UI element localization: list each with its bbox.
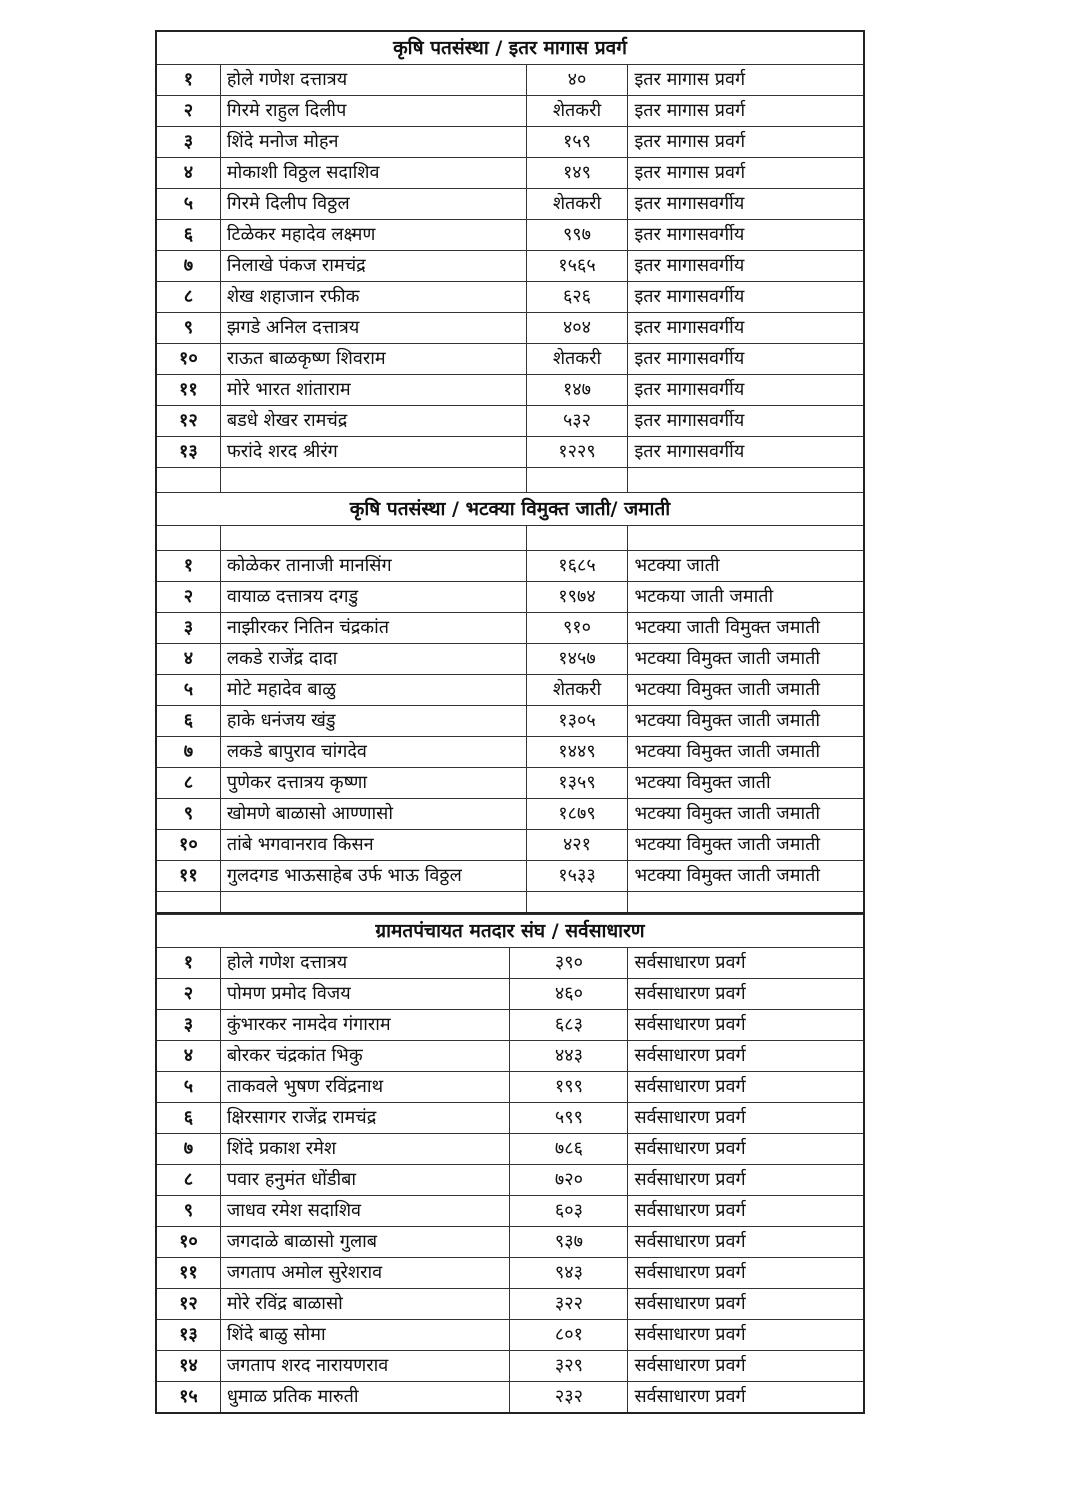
serial-number: ३ <box>156 1010 220 1041</box>
candidate-list-sheet <box>155 30 865 1414</box>
candidate-category: भटक्या विमुक्त जाती जमाती <box>628 861 864 892</box>
candidate-category: भटक्या विमुक्त जाती जमाती <box>628 675 864 706</box>
candidate-category: इतर मागास प्रवर्ग <box>628 65 864 96</box>
candidate-category: इतर मागासवर्गीय <box>628 282 864 313</box>
table-row <box>156 706 864 737</box>
table-row <box>156 799 864 830</box>
candidate-table <box>155 30 865 914</box>
candidate-name: होले गणेश दत्तात्रय <box>220 65 526 96</box>
table-row <box>156 979 864 1010</box>
candidate-category: सर्वसाधारण प्रवर्ग <box>628 1072 864 1103</box>
candidate-name: लकडे राजेंद्र दादा <box>220 644 526 675</box>
candidate-code: १९९ <box>510 1072 628 1103</box>
candidate-category: सर्वसाधारण प्रवर्ग <box>628 1289 864 1320</box>
candidate-code: ४६० <box>510 979 628 1010</box>
serial-number: ४ <box>156 644 220 675</box>
table-row <box>156 1196 864 1227</box>
candidate-code: शेतकरी <box>526 344 628 375</box>
serial-number: १३ <box>156 437 220 468</box>
candidate-code: ६२६ <box>526 282 628 313</box>
serial-number: ३ <box>156 613 220 644</box>
candidate-category: इतर मागासवर्गीय <box>628 406 864 437</box>
table-row <box>156 127 864 158</box>
candidate-name: पोमण प्रमोद विजय <box>220 979 510 1010</box>
candidate-name: जगताप अमोल सुरेशराव <box>220 1258 510 1289</box>
serial-number: २ <box>156 979 220 1010</box>
candidate-name: हाके धनंजय खंडु <box>220 706 526 737</box>
table-row <box>156 1351 864 1382</box>
table-row <box>156 375 864 406</box>
table-row <box>156 644 864 675</box>
candidate-category: सर्वसाधारण प्रवर्ग <box>628 1103 864 1134</box>
serial-number: १ <box>156 551 220 582</box>
serial-number: १० <box>156 1227 220 1258</box>
candidate-category: सर्वसाधारण प्रवर्ग <box>628 1351 864 1382</box>
table-row <box>156 1041 864 1072</box>
candidate-name: शेख शहाजान रफीक <box>220 282 526 313</box>
candidate-name: होले गणेश दत्तात्रय <box>220 948 510 979</box>
candidate-code: ४० <box>526 65 628 96</box>
candidate-code: १८७९ <box>526 799 628 830</box>
candidate-name: टिळेकर महादेव लक्ष्मण <box>220 220 526 251</box>
candidate-category: इतर मागासवर्गीय <box>628 344 864 375</box>
candidate-code: ७२० <box>510 1165 628 1196</box>
candidate-code: १५६५ <box>526 251 628 282</box>
candidate-name: गिरमे दिलीप विठ्ठल <box>220 189 526 220</box>
section-heading <box>156 31 864 65</box>
table-row <box>156 613 864 644</box>
table-row <box>156 220 864 251</box>
serial-number: ११ <box>156 1258 220 1289</box>
candidate-name: ताकवले भुषण रविंद्रनाथ <box>220 1072 510 1103</box>
table-row <box>156 551 864 582</box>
table-row <box>156 830 864 861</box>
candidate-category: सर्वसाधारण प्रवर्ग <box>628 1227 864 1258</box>
candidate-code: १४५७ <box>526 644 628 675</box>
serial-number: ९ <box>156 1196 220 1227</box>
serial-number: २ <box>156 96 220 127</box>
serial-number: १५ <box>156 1382 220 1414</box>
table-row <box>156 861 864 892</box>
table-row <box>156 406 864 437</box>
candidate-category: सर्वसाधारण प्रवर्ग <box>628 1165 864 1196</box>
candidate-category: भटक्या विमुक्त जाती जमाती <box>628 737 864 768</box>
serial-number: ८ <box>156 768 220 799</box>
serial-number: ६ <box>156 220 220 251</box>
serial-number: ५ <box>156 189 220 220</box>
candidate-table-general <box>155 914 865 1414</box>
candidate-code: १६८५ <box>526 551 628 582</box>
candidate-name: पवार हनुमंत धोंडीबा <box>220 1165 510 1196</box>
candidate-name: झगडे अनिल दत्तात्रय <box>220 313 526 344</box>
candidate-code: शेतकरी <box>526 96 628 127</box>
table-row <box>156 158 864 189</box>
candidate-code: ४०४ <box>526 313 628 344</box>
candidate-category: भटक्या जाती <box>628 551 864 582</box>
candidate-name: वायाळ दत्तात्रय दगडु <box>220 582 526 613</box>
candidate-name: कोळेकर तानाजी मानसिंग <box>220 551 526 582</box>
candidate-name: जाधव रमेश सदाशिव <box>220 1196 510 1227</box>
candidate-category: सर्वसाधारण प्रवर्ग <box>628 948 864 979</box>
serial-number: ७ <box>156 737 220 768</box>
candidate-name: जगताप शरद नारायणराव <box>220 1351 510 1382</box>
candidate-name: फरांदे शरद श्रीरंग <box>220 437 526 468</box>
candidate-name: शिंदे प्रकाश रमेश <box>220 1134 510 1165</box>
table-row <box>156 1227 864 1258</box>
candidate-category: इतर मागासवर्गीय <box>628 375 864 406</box>
candidate-name: राऊत बाळकृष्ण शिवराम <box>220 344 526 375</box>
candidate-name: जगदाळे बाळासो गुलाब <box>220 1227 510 1258</box>
table-row <box>156 1134 864 1165</box>
candidate-category: सर्वसाधारण प्रवर्ग <box>628 1382 864 1414</box>
table-row <box>156 1010 864 1041</box>
candidate-name: गुलदगड भाऊसाहेब उर्फ भाऊ विठ्ठल <box>220 861 526 892</box>
table-row <box>156 1382 864 1414</box>
serial-number: ९ <box>156 313 220 344</box>
candidate-name: मोटे महादेव बाळु <box>220 675 526 706</box>
serial-number: ७ <box>156 1134 220 1165</box>
candidate-category: इतर मागास प्रवर्ग <box>628 96 864 127</box>
candidate-name: शिंदे मनोज मोहन <box>220 127 526 158</box>
candidate-category: इतर मागासवर्गीय <box>628 189 864 220</box>
candidate-category: सर्वसाधारण प्रवर्ग <box>628 1258 864 1289</box>
candidate-code: १९७४ <box>526 582 628 613</box>
candidate-category: सर्वसाधारण प्रवर्ग <box>628 1134 864 1165</box>
candidate-code: ९९७ <box>526 220 628 251</box>
candidate-code: ६८३ <box>510 1010 628 1041</box>
table-row <box>156 1072 864 1103</box>
serial-number: १२ <box>156 1289 220 1320</box>
candidate-code: १४९ <box>526 158 628 189</box>
candidate-name: मोकाशी विठ्ठल सदाशिव <box>220 158 526 189</box>
serial-number: १३ <box>156 1320 220 1351</box>
candidate-code: १२२९ <box>526 437 628 468</box>
candidate-name: बडधे शेखर रामचंद्र <box>220 406 526 437</box>
section-heading <box>156 915 864 948</box>
candidate-code: शेतकरी <box>526 189 628 220</box>
serial-number: ५ <box>156 1072 220 1103</box>
serial-number: १० <box>156 830 220 861</box>
table-row <box>156 768 864 799</box>
serial-number: ६ <box>156 706 220 737</box>
candidate-code: ३२९ <box>510 1351 628 1382</box>
blank-row <box>156 468 864 493</box>
serial-number: ७ <box>156 251 220 282</box>
candidate-code: ७८६ <box>510 1134 628 1165</box>
candidate-code: ५३२ <box>526 406 628 437</box>
candidate-name: खोमणे बाळासो आण्णासो <box>220 799 526 830</box>
candidate-category: सर्वसाधारण प्रवर्ग <box>628 1196 864 1227</box>
candidate-code: ९३७ <box>510 1227 628 1258</box>
table-row <box>156 313 864 344</box>
candidate-code: ४२१ <box>526 830 628 861</box>
blank-row <box>156 526 864 551</box>
serial-number: ८ <box>156 1165 220 1196</box>
candidate-category: भटक्या विमुक्त जाती जमाती <box>628 799 864 830</box>
section-heading <box>156 493 864 526</box>
serial-number: १ <box>156 65 220 96</box>
table-row <box>156 1289 864 1320</box>
candidate-code: ३२२ <box>510 1289 628 1320</box>
candidate-code: १५३३ <box>526 861 628 892</box>
serial-number: ४ <box>156 1041 220 1072</box>
candidate-code: १४७ <box>526 375 628 406</box>
candidate-name: लकडे बापुराव चांगदेव <box>220 737 526 768</box>
table-row <box>156 582 864 613</box>
serial-number: ११ <box>156 375 220 406</box>
candidate-category: सर्वसाधारण प्रवर्ग <box>628 1041 864 1072</box>
candidate-name: धुमाळ प्रतिक मारुती <box>220 1382 510 1414</box>
candidate-category: भटक्या विमुक्त जाती जमाती <box>628 644 864 675</box>
candidate-code: १३०५ <box>526 706 628 737</box>
serial-number: १४ <box>156 1351 220 1382</box>
section-title: कृषि पतसंस्था / भटक्या विमुक्त जाती/ जमाती <box>156 493 864 526</box>
candidate-category: भटक्या विमुक्त जाती जमाती <box>628 830 864 861</box>
serial-number: १ <box>156 948 220 979</box>
candidate-category: भटक्या विमुक्त जाती जमाती <box>628 706 864 737</box>
table-row <box>156 1165 864 1196</box>
table-row <box>156 1258 864 1289</box>
serial-number: १० <box>156 344 220 375</box>
serial-number: ९ <box>156 799 220 830</box>
serial-number: २ <box>156 582 220 613</box>
candidate-name: बोरकर चंद्रकांत भिकु <box>220 1041 510 1072</box>
section-title: कृषि पतसंस्था / इतर मागास प्रवर्ग <box>156 31 864 65</box>
candidate-code: १४४९ <box>526 737 628 768</box>
table-row <box>156 675 864 706</box>
serial-number: ६ <box>156 1103 220 1134</box>
serial-number: ११ <box>156 861 220 892</box>
candidate-category: इतर मागासवर्गीय <box>628 437 864 468</box>
candidate-code: ९१० <box>526 613 628 644</box>
candidate-code: २३२ <box>510 1382 628 1414</box>
candidate-category: भटकया जाती जमाती <box>628 582 864 613</box>
candidate-code: ४४३ <box>510 1041 628 1072</box>
table-row <box>156 737 864 768</box>
candidate-code: ६०३ <box>510 1196 628 1227</box>
table-row <box>156 1320 864 1351</box>
candidate-category: सर्वसाधारण प्रवर्ग <box>628 1320 864 1351</box>
table-row <box>156 437 864 468</box>
candidate-category: इतर मागासवर्गीय <box>628 313 864 344</box>
candidate-category: भटक्या विमुक्त जाती <box>628 768 864 799</box>
table-row <box>156 96 864 127</box>
candidate-category: सर्वसाधारण प्रवर्ग <box>628 979 864 1010</box>
table-row <box>156 189 864 220</box>
serial-number: १२ <box>156 406 220 437</box>
serial-number: ८ <box>156 282 220 313</box>
table-row <box>156 948 864 979</box>
candidate-name: मोरे भारत शांताराम <box>220 375 526 406</box>
candidate-category: इतर मागासवर्गीय <box>628 220 864 251</box>
candidate-code: १५९ <box>526 127 628 158</box>
section-title: ग्रामतपंचायत मतदार संघ / सर्वसाधारण <box>156 915 864 948</box>
table-row <box>156 344 864 375</box>
candidate-code: ८०१ <box>510 1320 628 1351</box>
candidate-code: १३५९ <box>526 768 628 799</box>
candidate-code: ९४३ <box>510 1258 628 1289</box>
table-row <box>156 251 864 282</box>
table-row <box>156 282 864 313</box>
candidate-name: तांबे भगवानराव किसन <box>220 830 526 861</box>
candidate-name: कुंभारकर नामदेव गंगाराम <box>220 1010 510 1041</box>
candidate-name: मोरे रविंद्र बाळासो <box>220 1289 510 1320</box>
serial-number: ४ <box>156 158 220 189</box>
candidate-category: इतर मागास प्रवर्ग <box>628 158 864 189</box>
candidate-category: भटक्या जाती विमुक्त जमाती <box>628 613 864 644</box>
candidate-name: शिंदे बाळु सोमा <box>220 1320 510 1351</box>
blank-row <box>156 892 864 914</box>
candidate-name: निलाखे पंकज रामचंद्र <box>220 251 526 282</box>
candidate-name: गिरमे राहुल दिलीप <box>220 96 526 127</box>
candidate-category: इतर मागासवर्गीय <box>628 251 864 282</box>
candidate-code: शेतकरी <box>526 675 628 706</box>
candidate-name: पुणेकर दत्तात्रय कृष्णा <box>220 768 526 799</box>
candidate-code: ३९० <box>510 948 628 979</box>
candidate-category: इतर मागास प्रवर्ग <box>628 127 864 158</box>
serial-number: ५ <box>156 675 220 706</box>
candidate-name: क्षिरसागर राजेंद्र रामचंद्र <box>220 1103 510 1134</box>
candidate-name: नाझीरकर नितिन चंद्रकांत <box>220 613 526 644</box>
serial-number: ३ <box>156 127 220 158</box>
candidate-category: सर्वसाधारण प्रवर्ग <box>628 1010 864 1041</box>
candidate-code: ५९९ <box>510 1103 628 1134</box>
table-row <box>156 1103 864 1134</box>
table-row <box>156 65 864 96</box>
